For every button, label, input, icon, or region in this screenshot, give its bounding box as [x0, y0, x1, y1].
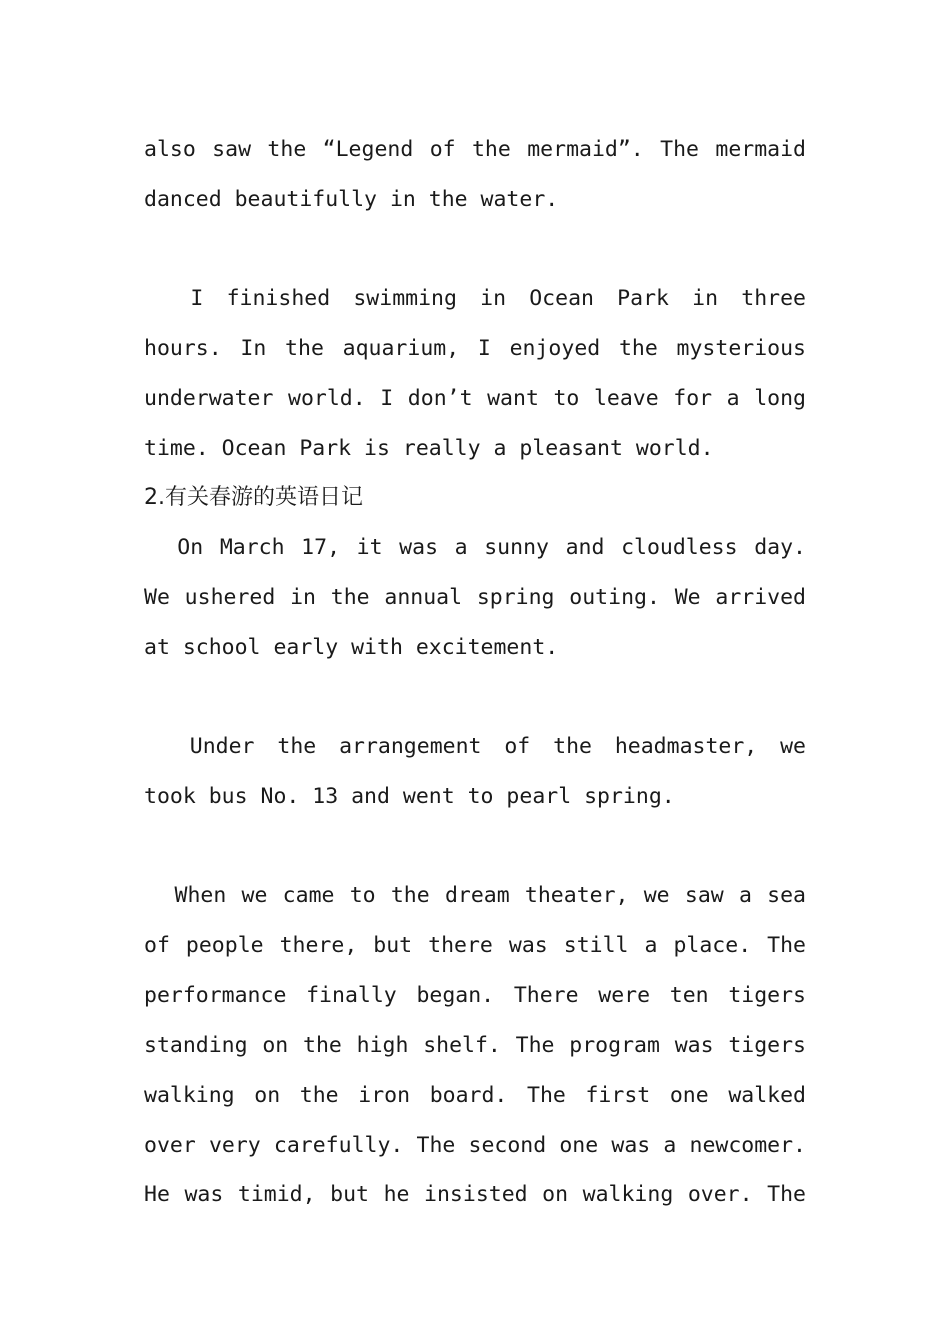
text-line: standing on the high shelf. The program was tigers [144, 1033, 806, 1058]
text-line: I finished swimming in Ocean Park in three [144, 286, 806, 311]
text-line: at school early with excitement. [144, 635, 559, 660]
section-heading: 2.有关春游的英语日记 [144, 485, 363, 510]
text-line: underwater world. I don’t want to leave for a long [144, 386, 806, 411]
text-line: hours. In the aquarium, I enjoyed the mysterious [144, 336, 806, 361]
text-line: performance finally began. There were ten tigers [144, 983, 806, 1008]
text-line: time. Ocean Park is really a pleasant world. [144, 436, 714, 461]
text-line: When we came to the dream theater, we saw a sea [144, 883, 806, 908]
text-line: We ushered in the annual spring outing. We arrived [144, 585, 806, 610]
text-line: of people there, but there was still a place. The [144, 933, 806, 958]
text-line: Under the arrangement of the headmaster, we [144, 734, 806, 759]
text-line: He was timid, but he insisted on walking over. The [144, 1182, 806, 1207]
text-line: On March 17, it was a sunny and cloudless day. [144, 535, 806, 560]
text-line: took bus No. 13 and went to pearl spring. [144, 784, 675, 809]
text-line: danced beautifully in the water. [144, 187, 559, 212]
text-line: walking on the iron board. The first one walked [144, 1083, 806, 1108]
text-line: over very carefully. The second one was a newcomer. [144, 1133, 806, 1158]
text-line: also saw the “Legend of the mermaid”. The mermaid [144, 137, 806, 162]
